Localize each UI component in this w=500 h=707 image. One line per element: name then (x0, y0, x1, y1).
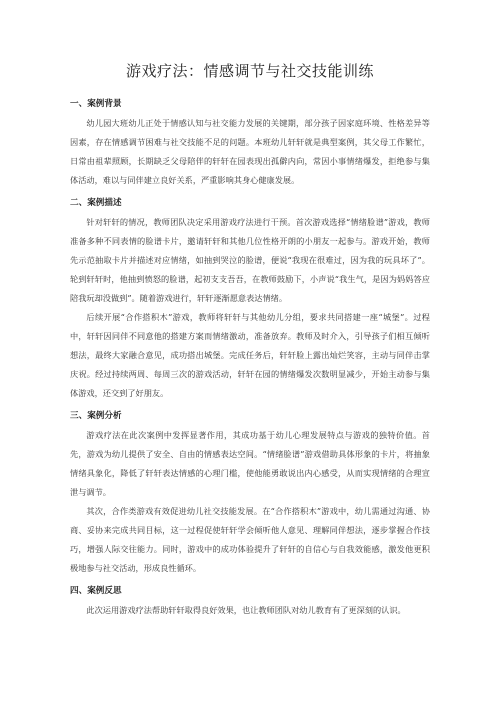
section-heading-analysis: 三、案例分析 (70, 411, 122, 421)
section-heading-background: 一、案例背景 (70, 99, 122, 109)
paragraph-analysis-2: 其次，合作类游戏有效促进幼儿社交技能发展。在“合作搭积木”游戏中，幼儿需通过沟通、协商、妥协来完成共同目标，这一过程促使轩轩学会倾听他人意见、理解同伴想法，逐步掌握合作技巧，增强人际交往能力。同时，游戏中的成功体验提升了轩轩的自信心与自我效能感，激发他更积极地参与社交活动，形成良性循环。 (70, 506, 430, 573)
paragraph-description-2: 后续开展“合作搭积木”游戏，教师将轩轩与其他幼儿分组，要求共同搭建一座“城堡”。过程中，轩轩因同伴不同意他的搭建方案而情绪激动，准备放弃。教师及时介入，引导孩子们相互倾听想法，最终大家融合意见，成功搭出城堡。完成任务后，轩轩脸上露出灿烂笑容，主动与同伴击掌庆祝。经过持续两周、每周三次的游戏活动，轩轩在园的情绪爆发次数明显减少，开始主动参与集体游戏，还交到了好朋友。 (70, 312, 430, 398)
paragraph-description-1: 针对轩轩的情况，教师团队决定采用游戏疗法进行干预。首次游戏选择“情绪脸谱”游戏，教师准备多种不同表情的脸谱卡片，邀请轩轩和其他几位性格开朗的小朋友一起参与。游戏开始，教师先示范抽取卡片并描述对应情绪，如抽到哭泣的脸谱，便说“我现在很难过，因为我的玩具坏了”。轮到轩轩时，他抽到愤怒的脸谱，起初支支吾吾，在教师鼓励下，小声说“我生气，是因为妈妈答应陪我玩却没做到”。随着游戏进行，轩轩逐渐愿意表达情绪。 (70, 217, 430, 303)
section-heading-reflection: 四、案例反思 (70, 586, 122, 596)
section-heading-description: 二、案例描述 (70, 198, 122, 208)
paragraph-analysis-1: 游戏疗法在此次案例中发挥显著作用，其成功基于幼儿心理发展特点与游戏的独特价值。首先，游戏为幼儿提供了安全、自由的情感表达空间。“情绪脸谱”游戏借助具体形象的卡片，将抽象情绪具象化，降低了轩轩表达情感的心理门槛，使他能勇敢说出内心感受，从而实现情绪的合理宣泄与调节。 (70, 430, 430, 497)
document-title: 游戏疗法：情感调节与社交技能训练 (125, 62, 374, 80)
paragraph-reflection: 此次运用游戏疗法帮助轩轩取得良好效果，也让教师团队对幼儿教育有了更深刻的认识。 (86, 605, 406, 615)
paragraph-background: 幼儿园大班幼儿正处于情感认知与社交能力发展的关键期，部分孩子因家庭环境、性格差异等因素，存在情感调节困难与社交技能不足的问题。本班幼儿轩轩就是典型案例，其父母工作繁忙，日常由祖辈照顾，长期缺乏父母陪伴的轩轩在园表现出孤僻内向，常因小事情绪爆发，拒绝参与集体活动，难以与同伴建立良好关系，严重影响其身心健康发展。 (70, 118, 430, 185)
